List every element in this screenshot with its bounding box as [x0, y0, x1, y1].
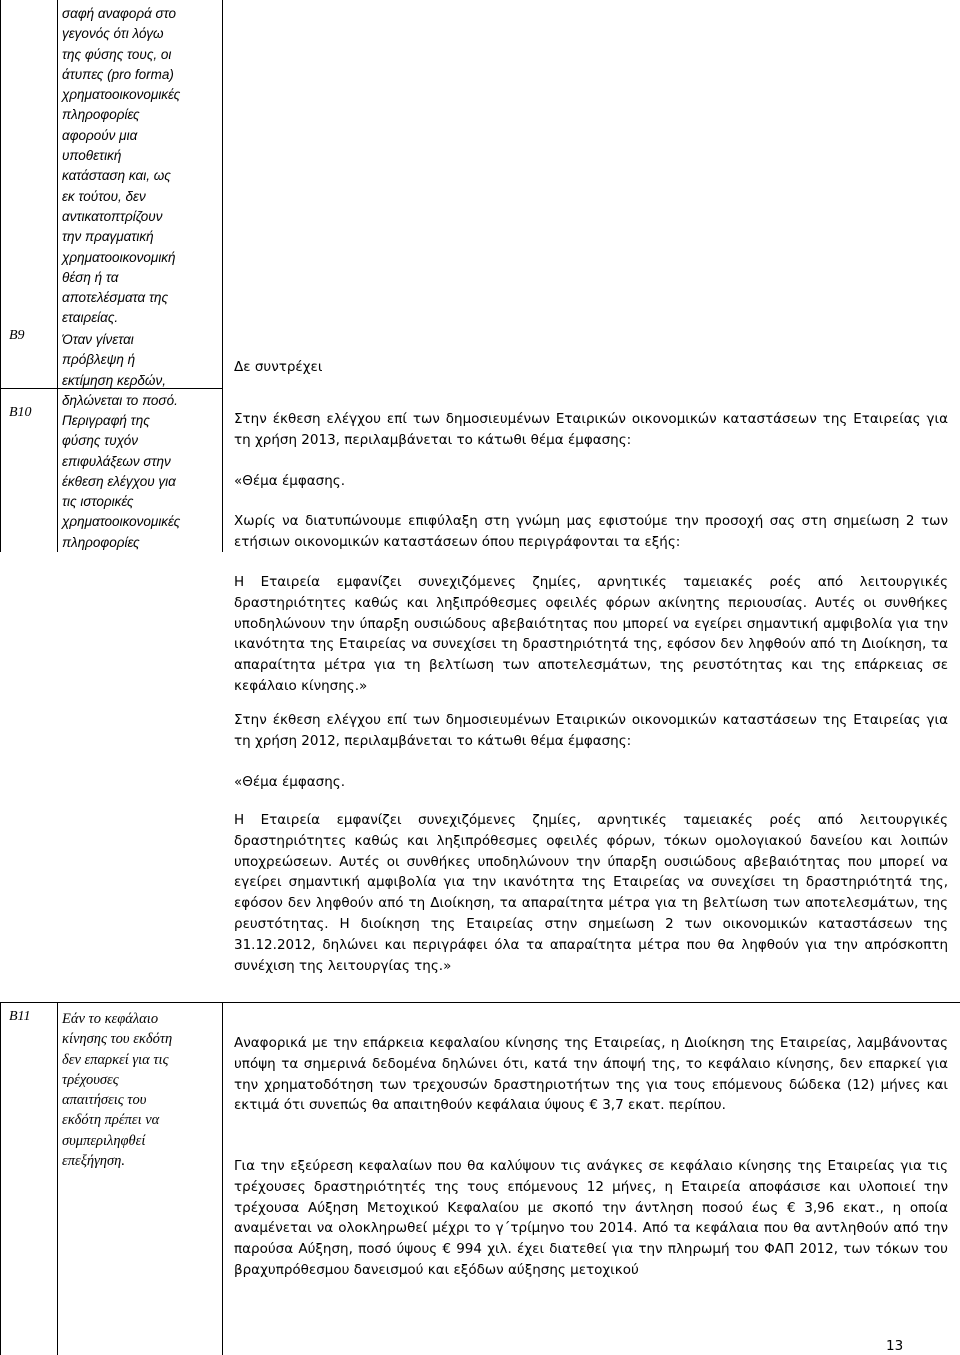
b10-paragraph-2: Χωρίς να διατυπώνουμε επιφύλαξη στη γνώμη μας εφιστούμε την προσοχή σας στη σημείωση 2 των ετήσιων οικονομικών καταστάσεων όπου περιγράφονται τα εξής:	[234, 513, 948, 550]
b10-paragraph-3: Η Εταιρεία εμφανίζει συνεχιζόμενες ζημίες, αρνητικές ταμειακές ροές από λειτουργικές δραστηριότητες καθώς και ληξιπρόθεσμες οφειλές φόρων ακίνητης περιουσίας. Αυτές οι συνθήκες υποδηλώνουν την ύπαρξη ουσιώδους αβεβαιότητας που μπορεί να εγείρει σημαντική αμφιβολία για την ικανότητα της Εταιρείας να συνεχίσει τη δραστηριότητά της, εφόσον δεν ληφθούν από τη Διοίκηση, τα απαραίτητα μέτρα για τη βελτίωση των αποτελεσμάτων, της ρευστότητας και της επάρκειας σε κεφάλαιο κίνησης.»	[234, 574, 948, 694]
b10-paragraph-1: Στην έκθεση ελέγχου επί των δημοσιευμένων Εταιρικών οικονομικών καταστάσεων της Εταιρείας για τη χρήση 2013, περιλαμβάνεται το κάτωθι θέμα έμφασης:	[234, 411, 948, 448]
b10-emphasis-heading-2: «Θέμα έμφασης.	[234, 774, 345, 790]
b11-description: Εάν το κεφάλαιο κίνησης του εκδότη δεν επαρκεί για τις τρέχουσες απαιτήσεις του εκδότη πρέπει να συμπεριληφθεί επεξήγηση.	[62, 1011, 173, 1170]
b10-paragraph-4: Στην έκθεση ελέγχου επί των δημοσιευμένων Εταιρικών οικονομικών καταστάσεων της Εταιρείας για τη χρήση 2012, περιλαμβάνεται το κάτωθι θέμα έμφασης:	[234, 712, 948, 749]
page-number: 13	[886, 1338, 904, 1354]
b9-label: B9	[9, 328, 25, 343]
b10-emphasis-heading-1: «Θέμα έμφασης.	[234, 473, 345, 489]
b10-description: Περιγραφή της φύσης τυχόν επιφυλάξεων στην έκθεση ελέγχου για τις ιστορικές χρηματοοικονομικές πληροφορίες	[62, 413, 181, 550]
table-divider-1-top	[57, 0, 58, 552]
table-divider-1-b11	[57, 1002, 58, 1355]
b10-label: B10	[9, 405, 32, 420]
b9-response: Δε συντρέχει	[234, 359, 323, 375]
b9-description: Όταν γίνεται πρόβλεψη ή εκτίμηση κερδών, δηλώνεται το ποσό.	[62, 332, 178, 408]
row-separator-b10-b11	[0, 1002, 960, 1003]
table-divider-2-b11	[222, 1002, 223, 1355]
table-border-left-top	[0, 0, 1, 552]
b11-label: B11	[9, 1009, 31, 1024]
table-border-left-b11	[0, 1002, 1, 1355]
b11-paragraph-2: Για την εξεύρεση κεφαλαίων που θα καλύψουν τις ανάγκες σε κεφάλαιο κίνησης της Εταιρείας για τις τρέχουσες δραστηριότητές της τους επόμενους 12 μήνες, η Εταιρεία αποφάσισε και υλοποιεί την τρέχουσα Αύξηση Μετοχικού Κεφαλαίου με σκοπό την άντληση ποσού έως € 3,96 εκατ., η οποία αναμένεται να ολοκληρωθεί μέχρι το γ΄τρίμηνο του 2014. Από τα κεφάλαια που θα αντληθούν από την παρούσα Αύξηση, ποσό ύψους € 994 χιλ. έχει διατεθεί για την πληρωμή του ΦΑΠ 2012, των τόκων του βραχυπρόθεσμου δανεισμού και εξόδων αύξησης μετοχικού	[234, 1158, 948, 1278]
b11-paragraph-1: Αναφορικά με την επάρκεια κεφαλαίου κίνησης της Εταιρείας, η Διοίκηση της Εταιρείας, λαμβάνοντας υπόψη τα σημερινά δεδομένα δηλώνει ότι, κατά την άποψή της, το κεφάλαιο κίνησης, δεν επαρκεί για την χρηματοδότηση των τρεχουσών δραστηριοτήτων της για τους επόμενους δώδεκα (12) μήνες και εκτιμά ότι συνεπώς θα απαιτηθούν κεφάλαια ύψους € 3,7 εκατ. περίπου.	[234, 1035, 948, 1114]
table-divider-2-top	[222, 0, 223, 552]
b10-paragraph-5: Η Εταιρεία εμφανίζει συνεχιζόμενες ζημίες, αρνητικές ταμειακές ροές από λειτουργικές δραστηριότητες καθώς και ληξιπρόθεσμες οφειλές φόρων, τόκων ομολογιακού δανείου και λοιπών υποχρεώσεων. Αυτές οι συνθήκες υποδηλώνουν την ύπαρξη ουσιώδους αβεβαιότητας που μπορεί να εγείρει σημαντική αμφιβολία για την ικανότητα της Εταιρείας να συνεχίσει τη δραστηριότητά της, εφόσον δεν ληφθούν από τη Διοίκηση, τα απαραίτητα μέτρα για τη βελτίωση των αποτελεσμάτων, της ρευστότητας. Η διοίκηση της Εταιρείας στην σημείωση 2 των οικονομικών καταστάσεων της 31.12.2012, δηλώνει και περιγράφει όλα τα απαραίτητα μέτρα που θα ληφθούν για την απρόσκοπτη συνέχιση της λειτουργίας της.»	[234, 812, 948, 974]
continuation-text: σαφή αναφορά στο γεγονός ότι λόγω της φύσης τους, οι άτυπες (pro forma) χρηματοοικονομικές πληροφορίες αφορούν μια υποθετική κατάσταση και, ως εκ τούτου, δεν αντικατοπτρίζουν την πραγματική χρηματοοικονομική θέση ή τα αποτελέσματα της εταιρείας.	[62, 6, 181, 326]
